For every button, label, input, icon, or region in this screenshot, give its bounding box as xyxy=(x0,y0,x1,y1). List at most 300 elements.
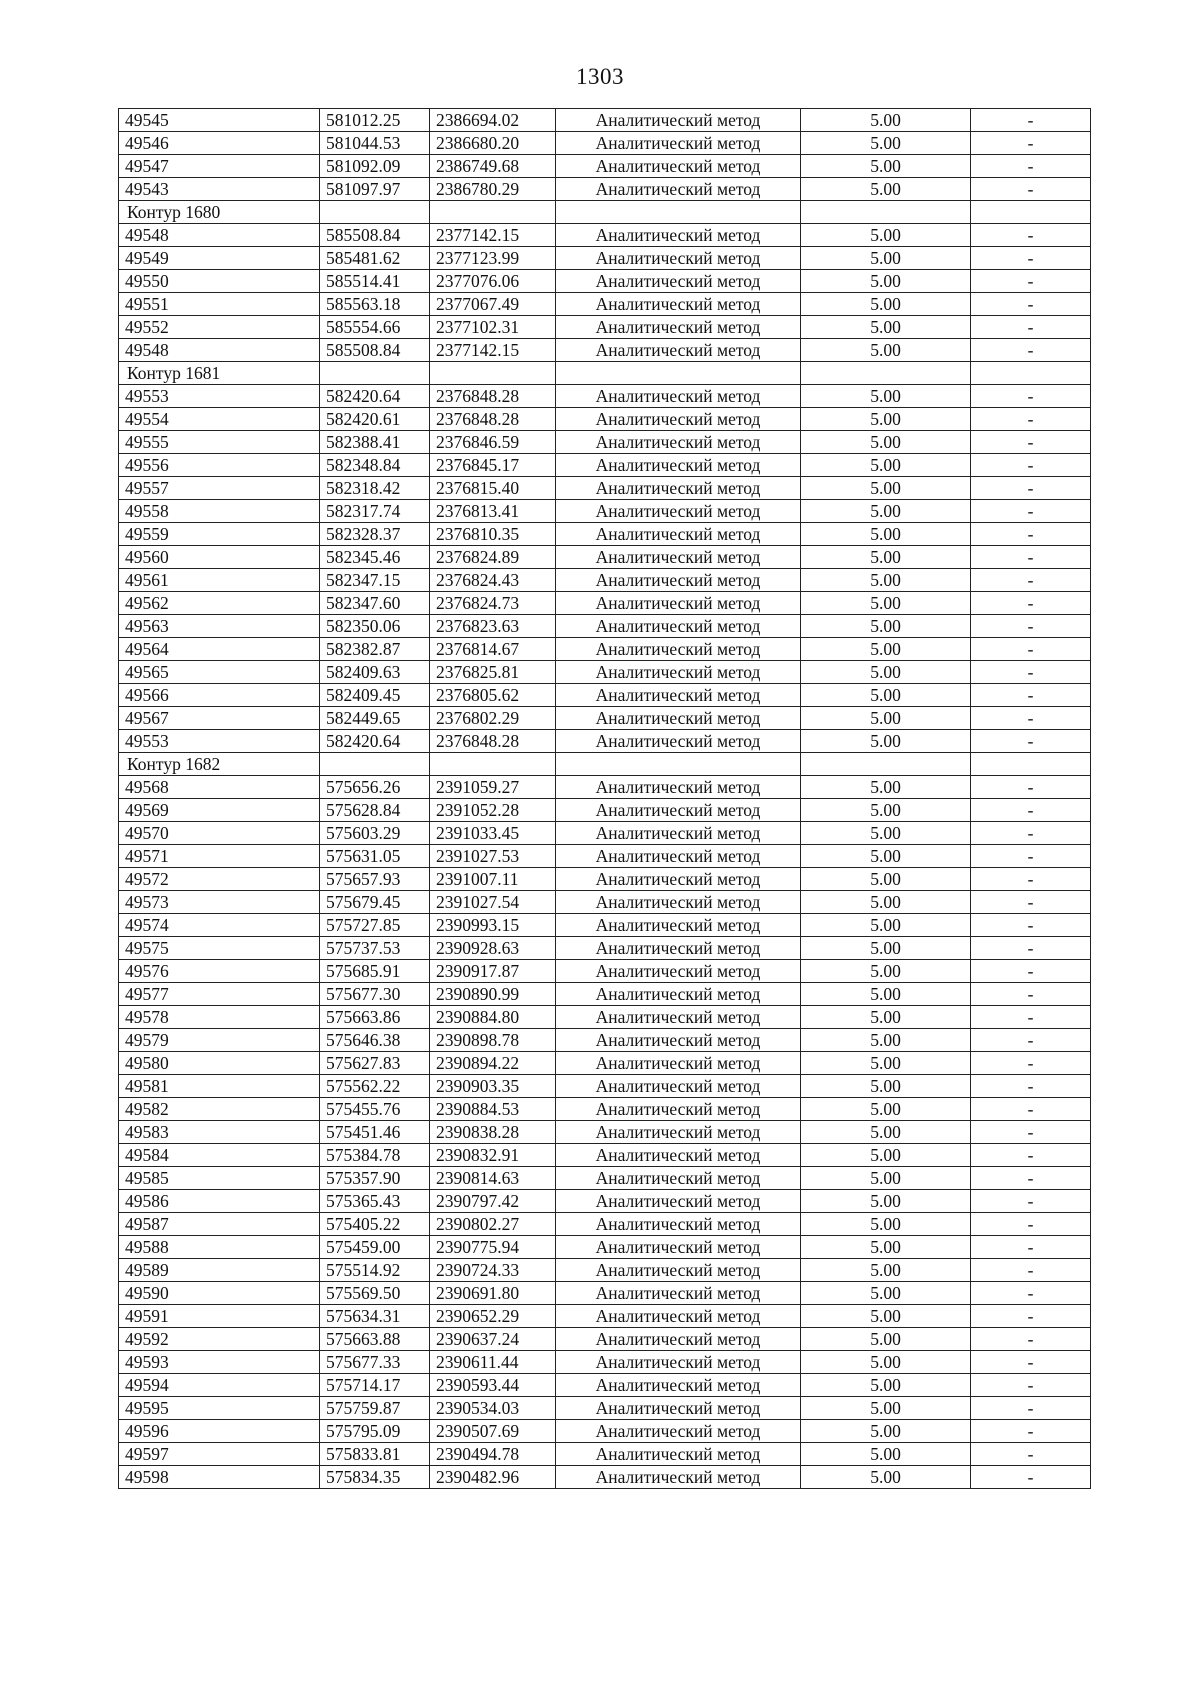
y-coordinate-cell: 2390611.44 xyxy=(430,1351,556,1374)
x-coordinate-cell: 575603.29 xyxy=(320,822,430,845)
method-cell: Аналитический метод xyxy=(556,546,801,569)
y-coordinate-cell: 2377123.99 xyxy=(430,247,556,270)
accuracy-cell: 5.00 xyxy=(801,707,971,730)
point-number-cell: 49558 xyxy=(119,500,320,523)
table-row xyxy=(119,1374,1091,1397)
x-coordinate-cell: 575833.81 xyxy=(320,1443,430,1466)
accuracy-cell: 5.00 xyxy=(801,224,971,247)
note-cell: - xyxy=(971,1098,1091,1121)
point-number-cell: 49566 xyxy=(119,684,320,707)
y-coordinate-cell: 2376824.73 xyxy=(430,592,556,615)
accuracy-cell: 5.00 xyxy=(801,1006,971,1029)
table-row xyxy=(119,247,1091,270)
point-number-cell: 49582 xyxy=(119,1098,320,1121)
method-cell: Аналитический метод xyxy=(556,109,801,132)
y-coordinate-cell: 2390903.35 xyxy=(430,1075,556,1098)
table-body xyxy=(119,109,1091,1489)
table-row xyxy=(119,109,1091,132)
empty-cell xyxy=(971,362,1091,385)
y-coordinate-cell: 2376845.17 xyxy=(430,454,556,477)
accuracy-cell: 5.00 xyxy=(801,408,971,431)
x-coordinate-cell: 575727.85 xyxy=(320,914,430,937)
table-row xyxy=(119,1006,1091,1029)
point-number-cell: 49595 xyxy=(119,1397,320,1420)
method-cell: Аналитический метод xyxy=(556,431,801,454)
note-cell: - xyxy=(971,638,1091,661)
x-coordinate-cell: 582420.61 xyxy=(320,408,430,431)
x-coordinate-cell: 585508.84 xyxy=(320,339,430,362)
method-cell: Аналитический метод xyxy=(556,845,801,868)
y-coordinate-cell: 2376825.81 xyxy=(430,661,556,684)
x-coordinate-cell: 575384.78 xyxy=(320,1144,430,1167)
table-row xyxy=(119,1443,1091,1466)
point-number-cell: 49553 xyxy=(119,730,320,753)
note-cell: - xyxy=(971,1144,1091,1167)
x-coordinate-cell: 575631.05 xyxy=(320,845,430,868)
x-coordinate-cell: 575365.43 xyxy=(320,1190,430,1213)
x-coordinate-cell: 575663.86 xyxy=(320,1006,430,1029)
table-row xyxy=(119,1121,1091,1144)
table-row xyxy=(119,1236,1091,1259)
table-row xyxy=(119,615,1091,638)
point-number-cell: 49594 xyxy=(119,1374,320,1397)
x-coordinate-cell: 575628.84 xyxy=(320,799,430,822)
point-number-cell: 49561 xyxy=(119,569,320,592)
x-coordinate-cell: 575459.00 xyxy=(320,1236,430,1259)
point-number-cell: 49567 xyxy=(119,707,320,730)
point-number-cell: 49546 xyxy=(119,132,320,155)
accuracy-cell: 5.00 xyxy=(801,109,971,132)
y-coordinate-cell: 2391007.11 xyxy=(430,868,556,891)
accuracy-cell: 5.00 xyxy=(801,1374,971,1397)
point-number-cell: 49589 xyxy=(119,1259,320,1282)
note-cell: - xyxy=(971,477,1091,500)
y-coordinate-cell: 2390814.63 xyxy=(430,1167,556,1190)
method-cell: Аналитический метод xyxy=(556,1213,801,1236)
note-cell: - xyxy=(971,247,1091,270)
note-cell: - xyxy=(971,983,1091,1006)
y-coordinate-cell: 2390928.63 xyxy=(430,937,556,960)
method-cell: Аналитический метод xyxy=(556,454,801,477)
note-cell: - xyxy=(971,1328,1091,1351)
y-coordinate-cell: 2376824.43 xyxy=(430,569,556,592)
accuracy-cell: 5.00 xyxy=(801,1305,971,1328)
table-row xyxy=(119,661,1091,684)
point-number-cell: 49571 xyxy=(119,845,320,868)
method-cell: Аналитический метод xyxy=(556,1006,801,1029)
method-cell: Аналитический метод xyxy=(556,1029,801,1052)
point-number-cell: 49578 xyxy=(119,1006,320,1029)
accuracy-cell: 5.00 xyxy=(801,132,971,155)
y-coordinate-cell: 2377142.15 xyxy=(430,339,556,362)
point-number-cell: 49548 xyxy=(119,339,320,362)
point-number-cell: 49562 xyxy=(119,592,320,615)
method-cell: Аналитический метод xyxy=(556,891,801,914)
y-coordinate-cell: 2376848.28 xyxy=(430,385,556,408)
x-coordinate-cell: 581092.09 xyxy=(320,155,430,178)
y-coordinate-cell: 2376805.62 xyxy=(430,684,556,707)
note-cell: - xyxy=(971,1282,1091,1305)
method-cell: Аналитический метод xyxy=(556,937,801,960)
note-cell: - xyxy=(971,109,1091,132)
method-cell: Аналитический метод xyxy=(556,776,801,799)
x-coordinate-cell: 581044.53 xyxy=(320,132,430,155)
contour-label: Контур 1680 xyxy=(119,201,320,224)
note-cell: - xyxy=(971,937,1091,960)
method-cell: Аналитический метод xyxy=(556,1351,801,1374)
accuracy-cell: 5.00 xyxy=(801,339,971,362)
method-cell: Аналитический метод xyxy=(556,500,801,523)
point-number-cell: 49591 xyxy=(119,1305,320,1328)
point-number-cell: 49590 xyxy=(119,1282,320,1305)
x-coordinate-cell: 575627.83 xyxy=(320,1052,430,1075)
table-row xyxy=(119,1282,1091,1305)
method-cell: Аналитический метод xyxy=(556,684,801,707)
y-coordinate-cell: 2376815.40 xyxy=(430,477,556,500)
y-coordinate-cell: 2390652.29 xyxy=(430,1305,556,1328)
point-number-cell: 49574 xyxy=(119,914,320,937)
x-coordinate-cell: 575663.88 xyxy=(320,1328,430,1351)
table-row xyxy=(119,523,1091,546)
note-cell: - xyxy=(971,1259,1091,1282)
table-row xyxy=(119,569,1091,592)
note-cell: - xyxy=(971,1121,1091,1144)
accuracy-cell: 5.00 xyxy=(801,316,971,339)
table-row xyxy=(119,270,1091,293)
x-coordinate-cell: 575737.53 xyxy=(320,937,430,960)
method-cell: Аналитический метод xyxy=(556,1236,801,1259)
point-number-cell: 49598 xyxy=(119,1466,320,1489)
x-coordinate-cell: 575455.76 xyxy=(320,1098,430,1121)
note-cell: - xyxy=(971,615,1091,638)
y-coordinate-cell: 2390507.69 xyxy=(430,1420,556,1443)
empty-cell xyxy=(801,753,971,776)
accuracy-cell: 5.00 xyxy=(801,569,971,592)
table-row xyxy=(119,224,1091,247)
method-cell: Аналитический метод xyxy=(556,1282,801,1305)
method-cell: Аналитический метод xyxy=(556,615,801,638)
method-cell: Аналитический метод xyxy=(556,1443,801,1466)
method-cell: Аналитический метод xyxy=(556,983,801,1006)
note-cell: - xyxy=(971,454,1091,477)
accuracy-cell: 5.00 xyxy=(801,1328,971,1351)
table-row xyxy=(119,546,1091,569)
empty-cell xyxy=(801,201,971,224)
x-coordinate-cell: 582347.60 xyxy=(320,592,430,615)
accuracy-cell: 5.00 xyxy=(801,684,971,707)
accuracy-cell: 5.00 xyxy=(801,454,971,477)
x-coordinate-cell: 582348.84 xyxy=(320,454,430,477)
table-row xyxy=(119,1144,1091,1167)
note-cell: - xyxy=(971,684,1091,707)
accuracy-cell: 5.00 xyxy=(801,1397,971,1420)
x-coordinate-cell: 582345.46 xyxy=(320,546,430,569)
x-coordinate-cell: 585563.18 xyxy=(320,293,430,316)
x-coordinate-cell: 575357.90 xyxy=(320,1167,430,1190)
method-cell: Аналитический метод xyxy=(556,1374,801,1397)
x-coordinate-cell: 575795.09 xyxy=(320,1420,430,1443)
note-cell: - xyxy=(971,1075,1091,1098)
x-coordinate-cell: 575634.31 xyxy=(320,1305,430,1328)
method-cell: Аналитический метод xyxy=(556,224,801,247)
point-number-cell: 49583 xyxy=(119,1121,320,1144)
method-cell: Аналитический метод xyxy=(556,868,801,891)
method-cell: Аналитический метод xyxy=(556,316,801,339)
x-coordinate-cell: 582388.41 xyxy=(320,431,430,454)
accuracy-cell: 5.00 xyxy=(801,937,971,960)
y-coordinate-cell: 2391027.54 xyxy=(430,891,556,914)
note-cell: - xyxy=(971,776,1091,799)
y-coordinate-cell: 2390482.96 xyxy=(430,1466,556,1489)
x-coordinate-cell: 581012.25 xyxy=(320,109,430,132)
x-coordinate-cell: 575677.30 xyxy=(320,983,430,1006)
y-coordinate-cell: 2377102.31 xyxy=(430,316,556,339)
table-row xyxy=(119,891,1091,914)
note-cell: - xyxy=(971,500,1091,523)
point-number-cell: 49552 xyxy=(119,316,320,339)
y-coordinate-cell: 2390917.87 xyxy=(430,960,556,983)
method-cell: Аналитический метод xyxy=(556,822,801,845)
table-row xyxy=(119,1397,1091,1420)
note-cell: - xyxy=(971,1236,1091,1259)
point-number-cell: 49560 xyxy=(119,546,320,569)
method-cell: Аналитический метод xyxy=(556,799,801,822)
accuracy-cell: 5.00 xyxy=(801,1282,971,1305)
contour-label: Контур 1681 xyxy=(119,362,320,385)
table-row xyxy=(119,1098,1091,1121)
x-coordinate-cell: 582328.37 xyxy=(320,523,430,546)
point-number-cell: 49545 xyxy=(119,109,320,132)
table-row xyxy=(119,1420,1091,1443)
accuracy-cell: 5.00 xyxy=(801,385,971,408)
x-coordinate-cell: 575677.33 xyxy=(320,1351,430,1374)
x-coordinate-cell: 585481.62 xyxy=(320,247,430,270)
note-cell: - xyxy=(971,960,1091,983)
point-number-cell: 49569 xyxy=(119,799,320,822)
x-coordinate-cell: 582409.63 xyxy=(320,661,430,684)
empty-cell xyxy=(320,753,430,776)
y-coordinate-cell: 2390802.27 xyxy=(430,1213,556,1236)
accuracy-cell: 5.00 xyxy=(801,799,971,822)
point-number-cell: 49570 xyxy=(119,822,320,845)
accuracy-cell: 5.00 xyxy=(801,1144,971,1167)
point-number-cell: 49596 xyxy=(119,1420,320,1443)
note-cell: - xyxy=(971,707,1091,730)
table-row xyxy=(119,132,1091,155)
point-number-cell: 49565 xyxy=(119,661,320,684)
method-cell: Аналитический метод xyxy=(556,178,801,201)
method-cell: Аналитический метод xyxy=(556,247,801,270)
point-number-cell: 49548 xyxy=(119,224,320,247)
y-coordinate-cell: 2390691.80 xyxy=(430,1282,556,1305)
method-cell: Аналитический метод xyxy=(556,914,801,937)
note-cell: - xyxy=(971,224,1091,247)
point-number-cell: 49573 xyxy=(119,891,320,914)
table-row xyxy=(119,408,1091,431)
note-cell: - xyxy=(971,592,1091,615)
method-cell: Аналитический метод xyxy=(556,569,801,592)
accuracy-cell: 5.00 xyxy=(801,638,971,661)
point-number-cell: 49543 xyxy=(119,178,320,201)
accuracy-cell: 5.00 xyxy=(801,983,971,1006)
note-cell: - xyxy=(971,799,1091,822)
accuracy-cell: 5.00 xyxy=(801,730,971,753)
table-row xyxy=(119,960,1091,983)
contour-header-row xyxy=(119,753,1091,776)
note-cell: - xyxy=(971,408,1091,431)
table-row xyxy=(119,454,1091,477)
accuracy-cell: 5.00 xyxy=(801,822,971,845)
table-row xyxy=(119,1029,1091,1052)
method-cell: Аналитический метод xyxy=(556,1121,801,1144)
y-coordinate-cell: 2386780.29 xyxy=(430,178,556,201)
x-coordinate-cell: 575834.35 xyxy=(320,1466,430,1489)
accuracy-cell: 5.00 xyxy=(801,1466,971,1489)
point-number-cell: 49550 xyxy=(119,270,320,293)
y-coordinate-cell: 2390898.78 xyxy=(430,1029,556,1052)
y-coordinate-cell: 2386680.20 xyxy=(430,132,556,155)
note-cell: - xyxy=(971,845,1091,868)
y-coordinate-cell: 2391033.45 xyxy=(430,822,556,845)
accuracy-cell: 5.00 xyxy=(801,1420,971,1443)
point-number-cell: 49553 xyxy=(119,385,320,408)
empty-cell xyxy=(320,201,430,224)
x-coordinate-cell: 585508.84 xyxy=(320,224,430,247)
note-cell: - xyxy=(971,385,1091,408)
table-row xyxy=(119,1190,1091,1213)
method-cell: Аналитический метод xyxy=(556,523,801,546)
page-number: 1303 xyxy=(576,64,624,89)
empty-cell xyxy=(430,362,556,385)
y-coordinate-cell: 2376802.29 xyxy=(430,707,556,730)
note-cell: - xyxy=(971,1466,1091,1489)
method-cell: Аналитический метод xyxy=(556,638,801,661)
y-coordinate-cell: 2390494.78 xyxy=(430,1443,556,1466)
table-row xyxy=(119,684,1091,707)
y-coordinate-cell: 2390890.99 xyxy=(430,983,556,1006)
method-cell: Аналитический метод xyxy=(556,661,801,684)
empty-cell xyxy=(971,753,1091,776)
table-row xyxy=(119,339,1091,362)
note-cell: - xyxy=(971,1397,1091,1420)
table-row xyxy=(119,1167,1091,1190)
table-row xyxy=(119,155,1091,178)
x-coordinate-cell: 575514.92 xyxy=(320,1259,430,1282)
y-coordinate-cell: 2390797.42 xyxy=(430,1190,556,1213)
note-cell: - xyxy=(971,1305,1091,1328)
y-coordinate-cell: 2390593.44 xyxy=(430,1374,556,1397)
point-number-cell: 49593 xyxy=(119,1351,320,1374)
accuracy-cell: 5.00 xyxy=(801,523,971,546)
x-coordinate-cell: 575569.50 xyxy=(320,1282,430,1305)
method-cell: Аналитический метод xyxy=(556,1259,801,1282)
y-coordinate-cell: 2376814.67 xyxy=(430,638,556,661)
note-cell: - xyxy=(971,178,1091,201)
point-number-cell: 49597 xyxy=(119,1443,320,1466)
note-cell: - xyxy=(971,1443,1091,1466)
point-number-cell: 49575 xyxy=(119,937,320,960)
point-number-cell: 49576 xyxy=(119,960,320,983)
point-number-cell: 49577 xyxy=(119,983,320,1006)
point-number-cell: 49585 xyxy=(119,1167,320,1190)
table-row xyxy=(119,592,1091,615)
y-coordinate-cell: 2391027.53 xyxy=(430,845,556,868)
note-cell: - xyxy=(971,132,1091,155)
y-coordinate-cell: 2377142.15 xyxy=(430,224,556,247)
accuracy-cell: 5.00 xyxy=(801,1121,971,1144)
x-coordinate-cell: 575656.26 xyxy=(320,776,430,799)
method-cell: Аналитический метод xyxy=(556,730,801,753)
accuracy-cell: 5.00 xyxy=(801,1443,971,1466)
point-number-cell: 49557 xyxy=(119,477,320,500)
x-coordinate-cell: 581097.97 xyxy=(320,178,430,201)
y-coordinate-cell: 2376824.89 xyxy=(430,546,556,569)
y-coordinate-cell: 2391052.28 xyxy=(430,799,556,822)
table-row xyxy=(119,1305,1091,1328)
accuracy-cell: 5.00 xyxy=(801,155,971,178)
y-coordinate-cell: 2390884.80 xyxy=(430,1006,556,1029)
point-number-cell: 49563 xyxy=(119,615,320,638)
method-cell: Аналитический метод xyxy=(556,1328,801,1351)
method-cell: Аналитический метод xyxy=(556,477,801,500)
table-row xyxy=(119,1075,1091,1098)
x-coordinate-cell: 575759.87 xyxy=(320,1397,430,1420)
note-cell: - xyxy=(971,155,1091,178)
point-number-cell: 49547 xyxy=(119,155,320,178)
empty-cell xyxy=(801,362,971,385)
table-row xyxy=(119,1351,1091,1374)
table-row xyxy=(119,937,1091,960)
point-number-cell: 49559 xyxy=(119,523,320,546)
x-coordinate-cell: 582409.45 xyxy=(320,684,430,707)
x-coordinate-cell: 582347.15 xyxy=(320,569,430,592)
note-cell: - xyxy=(971,868,1091,891)
table-row xyxy=(119,799,1091,822)
note-cell: - xyxy=(971,293,1091,316)
method-cell: Аналитический метод xyxy=(556,707,801,730)
accuracy-cell: 5.00 xyxy=(801,1098,971,1121)
x-coordinate-cell: 575646.38 xyxy=(320,1029,430,1052)
note-cell: - xyxy=(971,316,1091,339)
x-coordinate-cell: 575657.93 xyxy=(320,868,430,891)
note-cell: - xyxy=(971,661,1091,684)
note-cell: - xyxy=(971,1052,1091,1075)
method-cell: Аналитический метод xyxy=(556,132,801,155)
empty-cell xyxy=(430,201,556,224)
point-number-cell: 49584 xyxy=(119,1144,320,1167)
method-cell: Аналитический метод xyxy=(556,293,801,316)
method-cell: Аналитический метод xyxy=(556,1305,801,1328)
method-cell: Аналитический метод xyxy=(556,270,801,293)
x-coordinate-cell: 575405.22 xyxy=(320,1213,430,1236)
method-cell: Аналитический метод xyxy=(556,339,801,362)
y-coordinate-cell: 2390534.03 xyxy=(430,1397,556,1420)
y-coordinate-cell: 2377076.06 xyxy=(430,270,556,293)
note-cell: - xyxy=(971,546,1091,569)
note-cell: - xyxy=(971,1420,1091,1443)
table-row xyxy=(119,845,1091,868)
method-cell: Аналитический метод xyxy=(556,1466,801,1489)
accuracy-cell: 5.00 xyxy=(801,1236,971,1259)
accuracy-cell: 5.00 xyxy=(801,270,971,293)
accuracy-cell: 5.00 xyxy=(801,1029,971,1052)
accuracy-cell: 5.00 xyxy=(801,247,971,270)
table-row xyxy=(119,477,1091,500)
table-row xyxy=(119,707,1091,730)
empty-cell xyxy=(556,753,801,776)
table-row xyxy=(119,316,1091,339)
table-row xyxy=(119,730,1091,753)
